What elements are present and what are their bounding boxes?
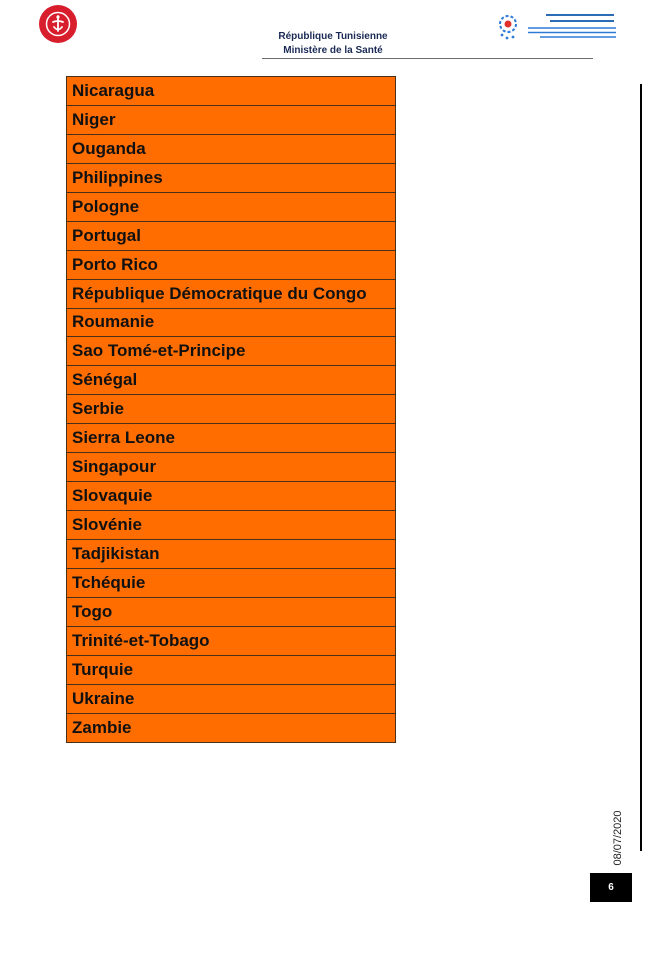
country-cell: Roumanie [67, 308, 396, 337]
country-cell: Ukraine [67, 684, 396, 713]
country-cell: Sao Tomé-et-Principe [67, 337, 396, 366]
header-subtitle: Ministère de la Santé [283, 45, 383, 56]
table-row [67, 684, 396, 713]
country-cell: Philippines [67, 163, 396, 192]
country-cell: Nicaragua [67, 77, 396, 106]
table-row [67, 366, 396, 395]
country-cell: Porto Rico [67, 250, 396, 279]
country-cell: Tchéquie [67, 568, 396, 597]
country-cell: République Démocratique du Congo [67, 279, 396, 308]
footer-date [611, 808, 625, 868]
country-cell: Tadjikistan [67, 540, 396, 569]
header-title: République Tunisienne [278, 31, 388, 42]
country-cell: Singapour [67, 453, 396, 482]
country-cell: Zambie [67, 713, 396, 742]
table-row [67, 424, 396, 453]
table-row [67, 250, 396, 279]
table-row [67, 163, 396, 192]
country-cell: Trinité-et-Tobago [67, 626, 396, 655]
country-cell: Slovénie [67, 511, 396, 540]
country-cell: Slovaquie [67, 482, 396, 511]
country-cell: Togo [67, 597, 396, 626]
table-row [67, 192, 396, 221]
table-row [67, 540, 396, 569]
country-cell: Portugal [67, 221, 396, 250]
table-row [67, 568, 396, 597]
page-number: 6 [590, 873, 632, 902]
table-row [67, 626, 396, 655]
country-cell: Ouganda [67, 134, 396, 163]
country-cell: Niger [67, 105, 396, 134]
country-table [66, 76, 396, 743]
table-row [67, 77, 396, 106]
table-row [67, 597, 396, 626]
country-cell: Sierra Leone [67, 424, 396, 453]
table-row [67, 279, 396, 308]
table-row [67, 511, 396, 540]
table-row [67, 395, 396, 424]
header-divider [262, 58, 593, 59]
footer-date-text: 08/07/2020 [612, 810, 624, 866]
country-cell: Serbie [67, 395, 396, 424]
table-row [67, 221, 396, 250]
table-row [67, 453, 396, 482]
side-vertical-rule [640, 84, 642, 851]
table-row [67, 337, 396, 366]
country-cell: Sénégal [67, 366, 396, 395]
table-row [67, 482, 396, 511]
table-row [67, 655, 396, 684]
country-cell: Turquie [67, 655, 396, 684]
table-row [67, 308, 396, 337]
table-row [67, 105, 396, 134]
table-row [67, 134, 396, 163]
table-row [67, 713, 396, 742]
country-cell: Pologne [67, 192, 396, 221]
